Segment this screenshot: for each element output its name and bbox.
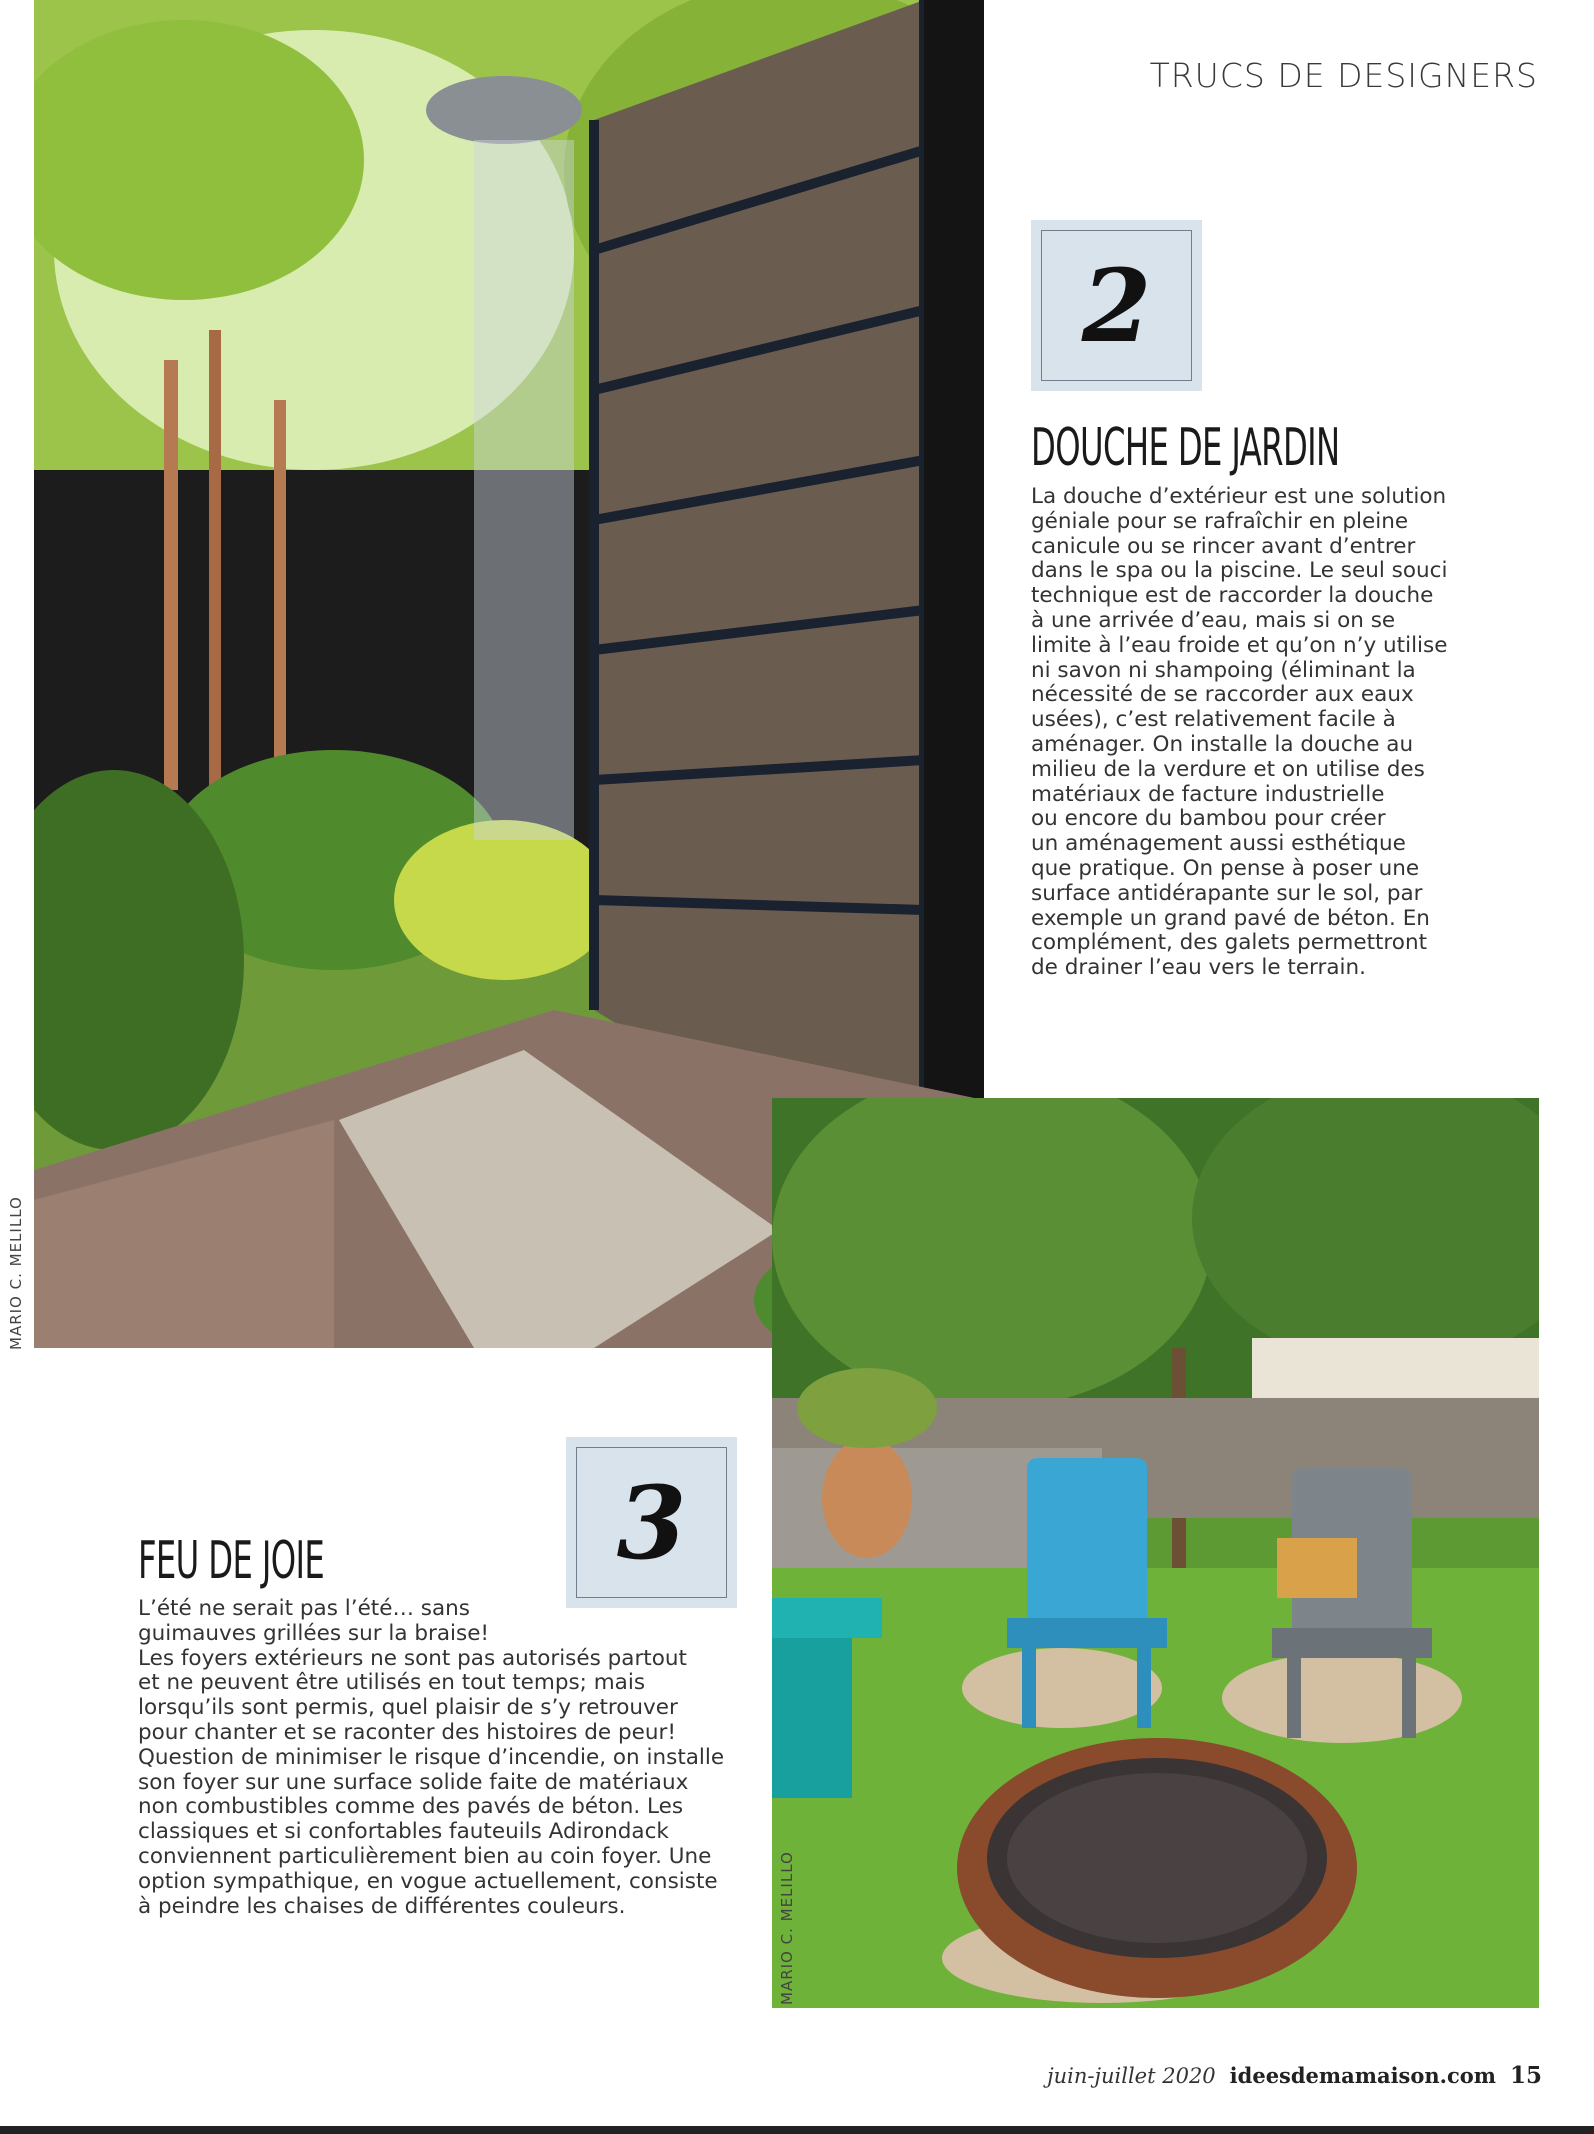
tip-number-frame bbox=[576, 1447, 727, 1598]
issue-date: juin-juillet 2020 bbox=[1047, 2064, 1216, 2088]
firepit-photo-credit: MARIO C. MELILLO bbox=[778, 1851, 796, 2005]
bottom-bar bbox=[0, 2126, 1594, 2134]
tip-number-box bbox=[1031, 220, 1202, 391]
page-footer bbox=[1047, 2062, 1542, 2089]
tip-number-box bbox=[566, 1437, 737, 1608]
tip-number: 2 bbox=[1081, 246, 1152, 365]
tip-body: La douche d’extérieur est une solution géniale pour se rafraîchir en pleine canicule ou se rincer avant d’entrer dans le spa ou la piscine. Le seul souci technique est de raccorder la douche à une arrivée d’eau, mais si on se limite à l’eau froide et qu’on n’y utilise ni savon ni shampoing (éliminant la nécessité de se raccorder aux eaux usées), c’est relativement facile à aménager. On installe la douche au milieu de la verdure et on utilise des matériaux de facture industrielle ou encore du bambou pour créer un aménagement aussi esthétique que pratique. On pense à poser une surface antidérapante sur le sol, par exemple un grand pavé de béton. En complément, des galets permettront de drainer l’eau vers le terrain. bbox=[1031, 484, 1448, 981]
shower-photo-credit: MARIO C. MELILLO bbox=[7, 1196, 25, 1350]
tip-number: 3 bbox=[616, 1463, 687, 1582]
website-link[interactable]: ideesdemamaison.com bbox=[1229, 2063, 1496, 2088]
tip-title: DOUCHE DE JARDIN bbox=[1031, 418, 1340, 478]
tip-body: L’été ne serait pas l’été… sans guimauves grillées sur la braise! Les foyers extérieurs ne sont pas autorisés partout et ne peuvent être utilisés en tout temps; mais lorsqu’ils sont permis, quel plaisir de s’y retrouver pour chanter et se raconter des histoires de peur! Question de minimiser le risque d’incendie, on installe son foyer sur une surface solide faite de matériaux non combustibles comme des pavés de béton. Les classiques et si confortables fauteuils Adirondack conviennent particulièrement bien au coin foyer. Une option sympathique, en vogue actuellement, consiste à peindre les chaises de différentes couleurs. bbox=[138, 1596, 725, 1919]
tip-number-frame bbox=[1041, 230, 1192, 381]
section-header: TRUCS DE DESIGNERS bbox=[1149, 56, 1538, 95]
tip-title: FEU DE JOIE bbox=[138, 1531, 325, 1591]
firepit-photo bbox=[772, 1098, 1539, 2008]
page-number: 15 bbox=[1509, 2062, 1542, 2089]
